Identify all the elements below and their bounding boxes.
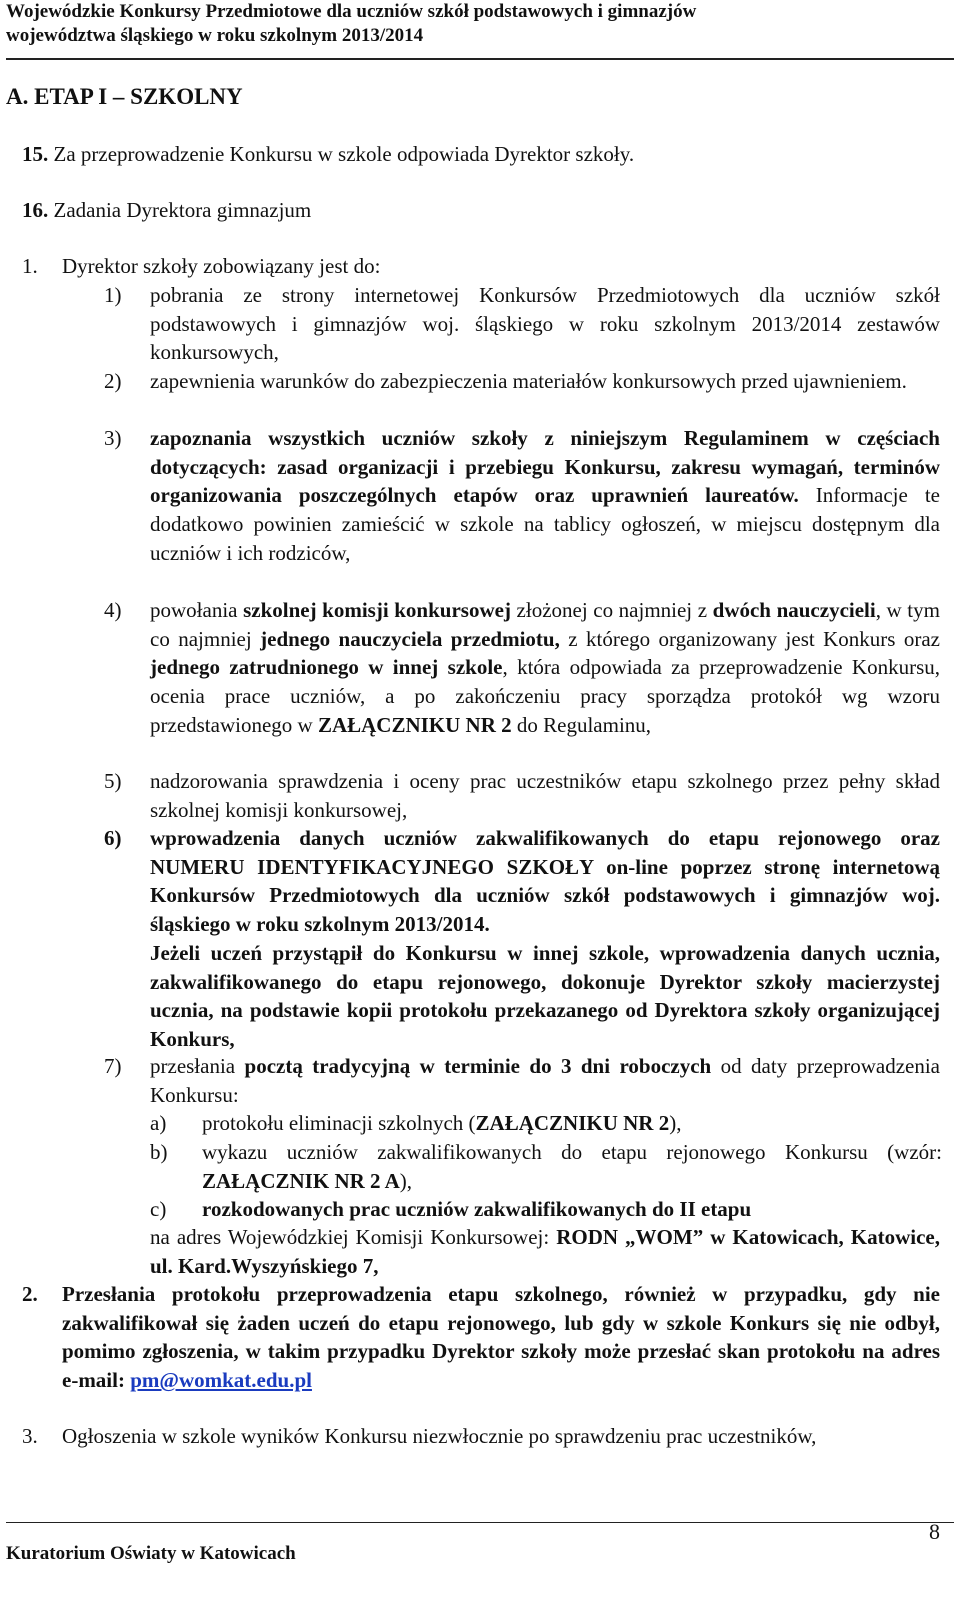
subpoint-4-t5: , która odpowiada za przeprowadzenie Konkursu, ocenia prace uczniów, a po zakończeniu pracy sporządza protokół wg wzoru przedstawionego w <box>150 655 940 737</box>
subpoint-4-b4: jednego zatrudnionego w innej szkole <box>150 655 503 680</box>
subpoint-4-number: 4) <box>104 598 122 622</box>
subpoint-7a-t1: protokołu eliminacji szkolnych ( <box>202 1111 476 1135</box>
subpoint-7b-t2: ), <box>399 1168 413 1193</box>
subpoint-4-t4: z którego organizowany jest Konkurs oraz <box>559 626 940 651</box>
subpoint-6-number: 6) <box>104 826 122 850</box>
footer-institution: Kuratorium Oświaty w Katowicach <box>6 1543 296 1564</box>
subpoint-4-t2: złożonej co najmniej z <box>510 598 713 622</box>
subpoint-2-number: 2) <box>104 369 122 393</box>
subpoint-5-text: nadzorowania sprawdzenia i oceny prac uczestników etapu szkolnego przez pełny skład szkolnej komisji konkursowej, <box>150 769 940 822</box>
subpoint-7c-text: rozkodowanych prac uczniów zakwalifikowanych do II etapu <box>202 1197 752 1221</box>
subpoint-4-b2: dwóch nauczycieli <box>712 598 876 622</box>
item-16-text: Zadania Dyrektora gimnazjum <box>53 198 312 222</box>
subpoint-4-b3: jednego nauczyciela przedmiotu, <box>260 626 560 651</box>
subpoint-7b-t1: wykazu uczniów zakwalifikowanych do etapu rejonowego Konkursu (wzór: <box>202 1140 942 1164</box>
subpoint-7-t2: od daty przeprowadzenia Konkursu: <box>150 1054 940 1107</box>
point-2-text <box>62 1280 940 1395</box>
point-2-bold: Przesłania protokołu przeprowadzenia etapu szkolnego, również w przypadku, gdy nie zakwalifikował się żaden uczeń do etapu rejonowego, lub gdy w szkole Konkurs się nie odbył, pomimo zgłoszenia, w takim przypadku Dyrektor szkoły może przesłać skan protokołu na adres e-mail: <box>62 1282 940 1393</box>
point-1-text: Dyrektor szkoły zobowiązany jest do: <box>62 254 381 278</box>
point-2-number: 2. <box>22 1282 38 1306</box>
subpoint-4-t3: , w tym co najmniej <box>150 598 940 651</box>
point-3-text: Ogłoszenia w szkole wyników Konkursu niezwłocznie po sprawdzeniu prac uczestników, <box>62 1424 817 1448</box>
footer-divider <box>6 1522 954 1523</box>
subpoint-7a-text <box>202 1109 942 1138</box>
address-label: na adres Wojewódzkiej Komisji Konkursowej: <box>150 1225 557 1249</box>
subpoint-3-text <box>150 424 940 568</box>
subpoint-5-number: 5) <box>104 769 122 793</box>
address-text <box>150 1223 940 1280</box>
subpoint-6-text <box>150 824 940 1054</box>
subpoint-7-text <box>150 1052 940 1109</box>
subpoint-7a-b1: ZAŁĄCZNIKU NR 2 <box>475 1111 670 1135</box>
subpoint-3-rest: Informacje te dodatkowo powinien zamieścić w szkole na tablicy ogłoszeń, w miejscu dostępnym dla uczniów i ich rodziców, <box>150 483 940 565</box>
item-15-number: 15. <box>22 142 49 166</box>
point-1-number: 1. <box>22 254 38 278</box>
subpoint-3-bold: zapoznania wszystkich uczniów szkoły z niniejszym Regulaminem w częściach dotyczących: zasad organizacji i przebiegu Konkursu, zakresu wymagań, terminów organizowania poszczególnych etapów oraz uprawnień laureatów. <box>150 426 940 508</box>
subpoint-6-para-1: wprowadzenia danych uczniów zakwalifikowanych do etapu rejonowego oraz NUMERU IDENTYFIKACYJNEGO SZKOŁY on-line poprzez stronę internetową Konkursów Przedmiotowych dla uczniów szkół podstawowych i gimnazjów woj. śląskiego w roku szkolnym 2013/2014. <box>150 826 940 937</box>
header-line-1: Wojewódzkie Konkursy Przedmiotowe dla uczniów szkół podstawowych i gimnazjów <box>6 1 697 22</box>
subpoint-7-t1: przesłania <box>150 1054 245 1078</box>
subpoint-4-t1: powołania <box>150 598 244 622</box>
item-16-number: 16. <box>22 198 49 222</box>
address-value: RODN „WOM” w Katowicach, Katowice, ul. Kard.Wyszyńskiego 7, <box>150 1225 940 1278</box>
subpoint-2-text: zapewnienia warunków do zabezpieczenia materiałów konkursowych przed ujawnieniem. <box>150 369 907 393</box>
subpoint-7a-letter: a) <box>150 1111 167 1135</box>
item-15-text: Za przeprowadzenie Konkursu w szkole odpowiada Dyrektor szkoły. <box>53 142 635 166</box>
point-3-number: 3. <box>22 1424 38 1448</box>
subpoint-1-number: 1) <box>104 283 122 307</box>
subpoint-4-t6: do Regulaminu, <box>511 712 652 737</box>
subpoint-7c-letter: c) <box>150 1197 167 1221</box>
subpoint-7-number: 7) <box>104 1054 122 1078</box>
section-title: A. ETAP I – SZKOLNY <box>6 84 243 109</box>
header-divider <box>6 58 954 60</box>
subpoint-4-b5: ZAŁĄCZNIKU NR 2 <box>317 712 512 737</box>
subpoint-1-text: pobrania ze strony internetowej Konkursów Przedmiotowych dla uczniów szkół podstawowych i gimnazjów woj. śląskiego w roku szkolnym 2013/2014 zestawów konkursowych, <box>150 283 940 365</box>
subpoint-7a-t2: ), <box>669 1111 682 1135</box>
email-link[interactable]: pm@womkat.edu.pl <box>130 1368 312 1393</box>
subpoint-7-b1: pocztą tradycyjną w terminie do 3 dni roboczych <box>244 1054 712 1078</box>
subpoint-6-para-2: Jeżeli uczeń przystąpił do Konkursu w innej szkole, wprowadzenia danych ucznia, zakwalifikowanego do etapu rejonowego, dokonuje Dyrektor szkoły macierzystej ucznia, na podstawie kopii protokołu przekazanego od Dyrektora szkoły organizującej Konkurs, <box>150 940 940 1051</box>
header-line-2: województwa śląskiego w roku szkolnym 2013/2014 <box>6 25 424 46</box>
subpoint-7b-text <box>202 1138 942 1195</box>
page-number: 8 <box>929 1519 940 1544</box>
subpoint-4-b1: szkolnej komisji konkursowej <box>243 598 511 622</box>
subpoint-4-text <box>150 596 940 740</box>
subpoint-3-number: 3) <box>104 426 122 450</box>
item-15 <box>22 140 634 169</box>
subpoint-7b-b1: ZAŁĄCZNIK NR 2 A <box>202 1168 400 1193</box>
document-header <box>6 0 936 48</box>
item-16 <box>22 196 311 225</box>
subpoint-7b-letter: b) <box>150 1140 168 1164</box>
